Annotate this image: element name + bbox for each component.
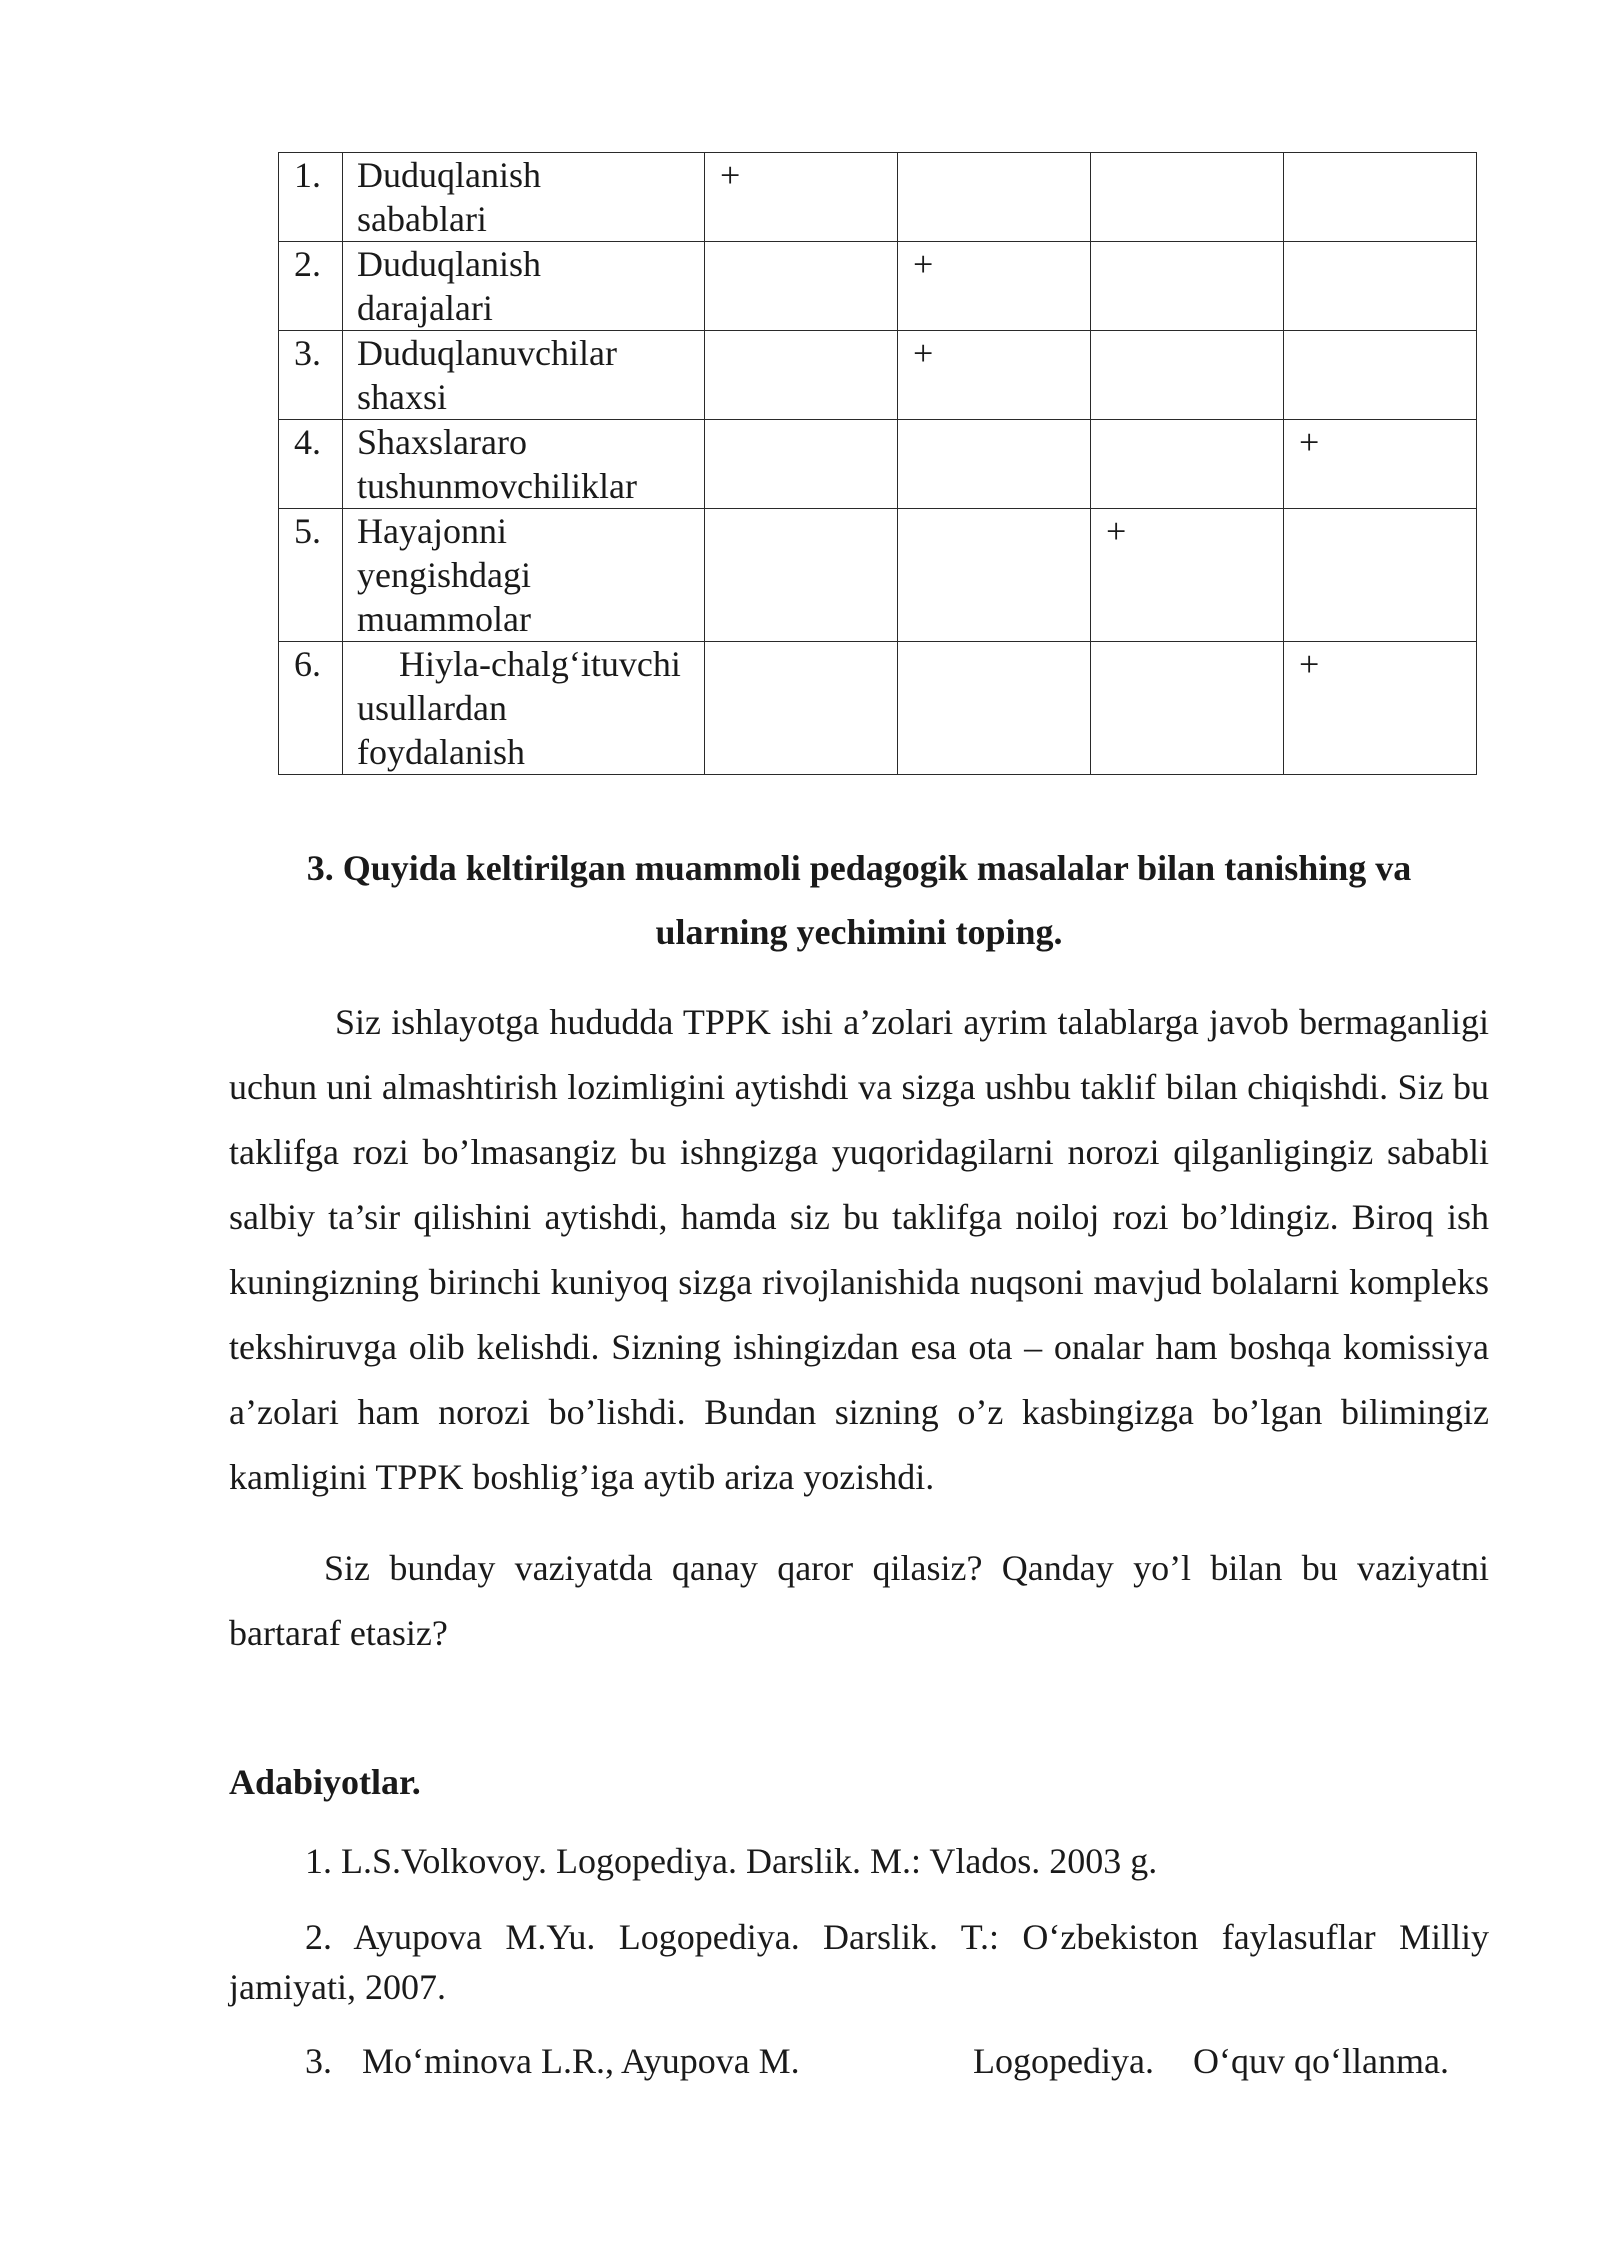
table-row [279, 509, 1477, 642]
topic-line: tushunmovchiliklar [357, 466, 637, 506]
topic-line: Duduqlanuvchilar [357, 333, 617, 373]
topic-line: Shaxslararo [357, 422, 527, 462]
topic-line: Duduqlanish [357, 155, 541, 195]
mark: + [1106, 511, 1127, 551]
mark-cell-4 [1284, 242, 1477, 331]
row-number-cell [279, 331, 343, 420]
mark-cell-2 [898, 331, 1091, 420]
mark-cell-4 [1284, 642, 1477, 775]
topic-line: usullardan [357, 688, 507, 728]
row-number-cell [279, 153, 343, 242]
row-number-cell [279, 242, 343, 331]
row-number-cell [279, 642, 343, 775]
topic-cell [343, 242, 705, 331]
mark-cell-1 [705, 420, 898, 509]
table-row [279, 331, 1477, 420]
reference-item-3-number: 3. [305, 2041, 332, 2081]
reference-item-1-text: 1. L.S.Volkovoy. Logopediya. Darslik. M.: Vlados. 2003 g. [305, 1841, 1158, 1881]
mark-cell-4 [1284, 420, 1477, 509]
row-number-cell [279, 509, 343, 642]
mark: + [1299, 422, 1320, 462]
topic-cell [343, 509, 705, 642]
task-paragraph-2-text: Siz bunday vaziyatda qanay qaror qilasiz? Qanday yo’l bilan bu vaziyatni bartaraf etasiz? [229, 1548, 1489, 1653]
mark-cell-1 [705, 153, 898, 242]
topic-line: Hayajonni [357, 511, 507, 551]
topic-line: darajalari [357, 288, 493, 328]
reference-item-3-kind: O‘quv qo‘llanma. [1193, 2041, 1449, 2081]
row-number: 4. [294, 422, 321, 462]
topic-line: yengishdagi [357, 555, 531, 595]
row-number-cell [279, 420, 343, 509]
topic-line: shaxsi [357, 377, 447, 417]
references-heading: Adabiyotlar. [229, 1762, 421, 1802]
reference-item-3-title: Logopediya. [973, 2041, 1154, 2081]
mark-cell-2 [898, 242, 1091, 331]
topic-cell [343, 153, 705, 242]
mark-cell-2 [898, 153, 1091, 242]
row-number: 1. [294, 155, 321, 195]
mark-cell-2 [898, 509, 1091, 642]
topics-table [278, 152, 1477, 775]
mark-cell-2 [898, 420, 1091, 509]
mark-cell-3 [1091, 509, 1284, 642]
topic-cell [343, 331, 705, 420]
table-row [279, 420, 1477, 509]
task-paragraph-1-text: Siz ishlayotga hududda TPPK ishi a’zolari ayrim talablarga javob bermaganligi uchun uni almashtirish lozimligini aytishdi va sizga ushbu taklif bilan chiqishdi. Siz bu taklifga rozi bo’lmasangiz bu ishngizga yuqoridagilarni norozi qilganligingiz sababli salbiy ta’sir qilishini aytishdi, hamda siz bu taklifga noiloj rozi bo’ldingiz. Biroq ish kuningizning birinchi kuniyoq sizga rivojlanishida nuqsoni mavjud bolalarni kompleks tekshiruvga olib kelishdi. Sizning ishingizdan esa ota – onalar ham boshqa komissiya a’zolari ham norozi bo’lishdi. Bundan sizning o’z kasbingizga bo’lgan bilimingiz kamligini TPPK boshlig’iga aytib ariza yozishdi. [229, 1002, 1489, 1497]
mark-cell-4 [1284, 153, 1477, 242]
mark-cell-4 [1284, 331, 1477, 420]
table-row [279, 153, 1477, 242]
table-row [279, 242, 1477, 331]
mark: + [1299, 644, 1320, 684]
topic-line: sabablari [357, 199, 487, 239]
task-paragraph-1 [229, 990, 1489, 1510]
mark: + [720, 155, 741, 195]
topic-cell [343, 420, 705, 509]
mark-cell-3 [1091, 331, 1284, 420]
row-number: 3. [294, 333, 321, 373]
reference-item-3-authors: Mo‘minova L.R., Ayupova M. [362, 2041, 800, 2081]
table-row [279, 642, 1477, 775]
task-paragraph-2 [229, 1536, 1489, 1666]
mark: + [913, 244, 934, 284]
mark-cell-1 [705, 242, 898, 331]
row-number: 6. [294, 644, 321, 684]
mark: + [913, 333, 934, 373]
mark-cell-3 [1091, 420, 1284, 509]
reference-item-2-text: 2. Ayupova M.Yu. Logopediya. Darslik. T.: O‘zbekiston faylasuflar Milliy jamiyati, 2007. [229, 1917, 1489, 2007]
mark-cell-1 [705, 642, 898, 775]
mark-cell-1 [705, 331, 898, 420]
topic-line: muammolar [357, 599, 531, 639]
topic-cell [343, 642, 705, 775]
topic-line: Duduqlanish [357, 244, 541, 284]
mark-cell-3 [1091, 242, 1284, 331]
mark-cell-3 [1091, 642, 1284, 775]
mark-cell-1 [705, 509, 898, 642]
mark-cell-4 [1284, 509, 1477, 642]
reference-item-2 [229, 1912, 1489, 2012]
reference-item-1 [229, 1836, 1489, 1886]
mark-cell-3 [1091, 153, 1284, 242]
row-number: 5. [294, 511, 321, 551]
task-heading-line-2: ularning yechimini toping. [655, 912, 1063, 952]
task-heading-line-1: 3. Quyida keltirilgan muammoli pedagogik masalalar bilan tanishing va [306, 848, 1412, 888]
topic-line: Hiyla-chalg‘ituvchi [399, 644, 681, 684]
mark-cell-2 [898, 642, 1091, 775]
row-number: 2. [294, 244, 321, 284]
task-heading [229, 836, 1489, 964]
topic-line: foydalanish [357, 732, 525, 772]
